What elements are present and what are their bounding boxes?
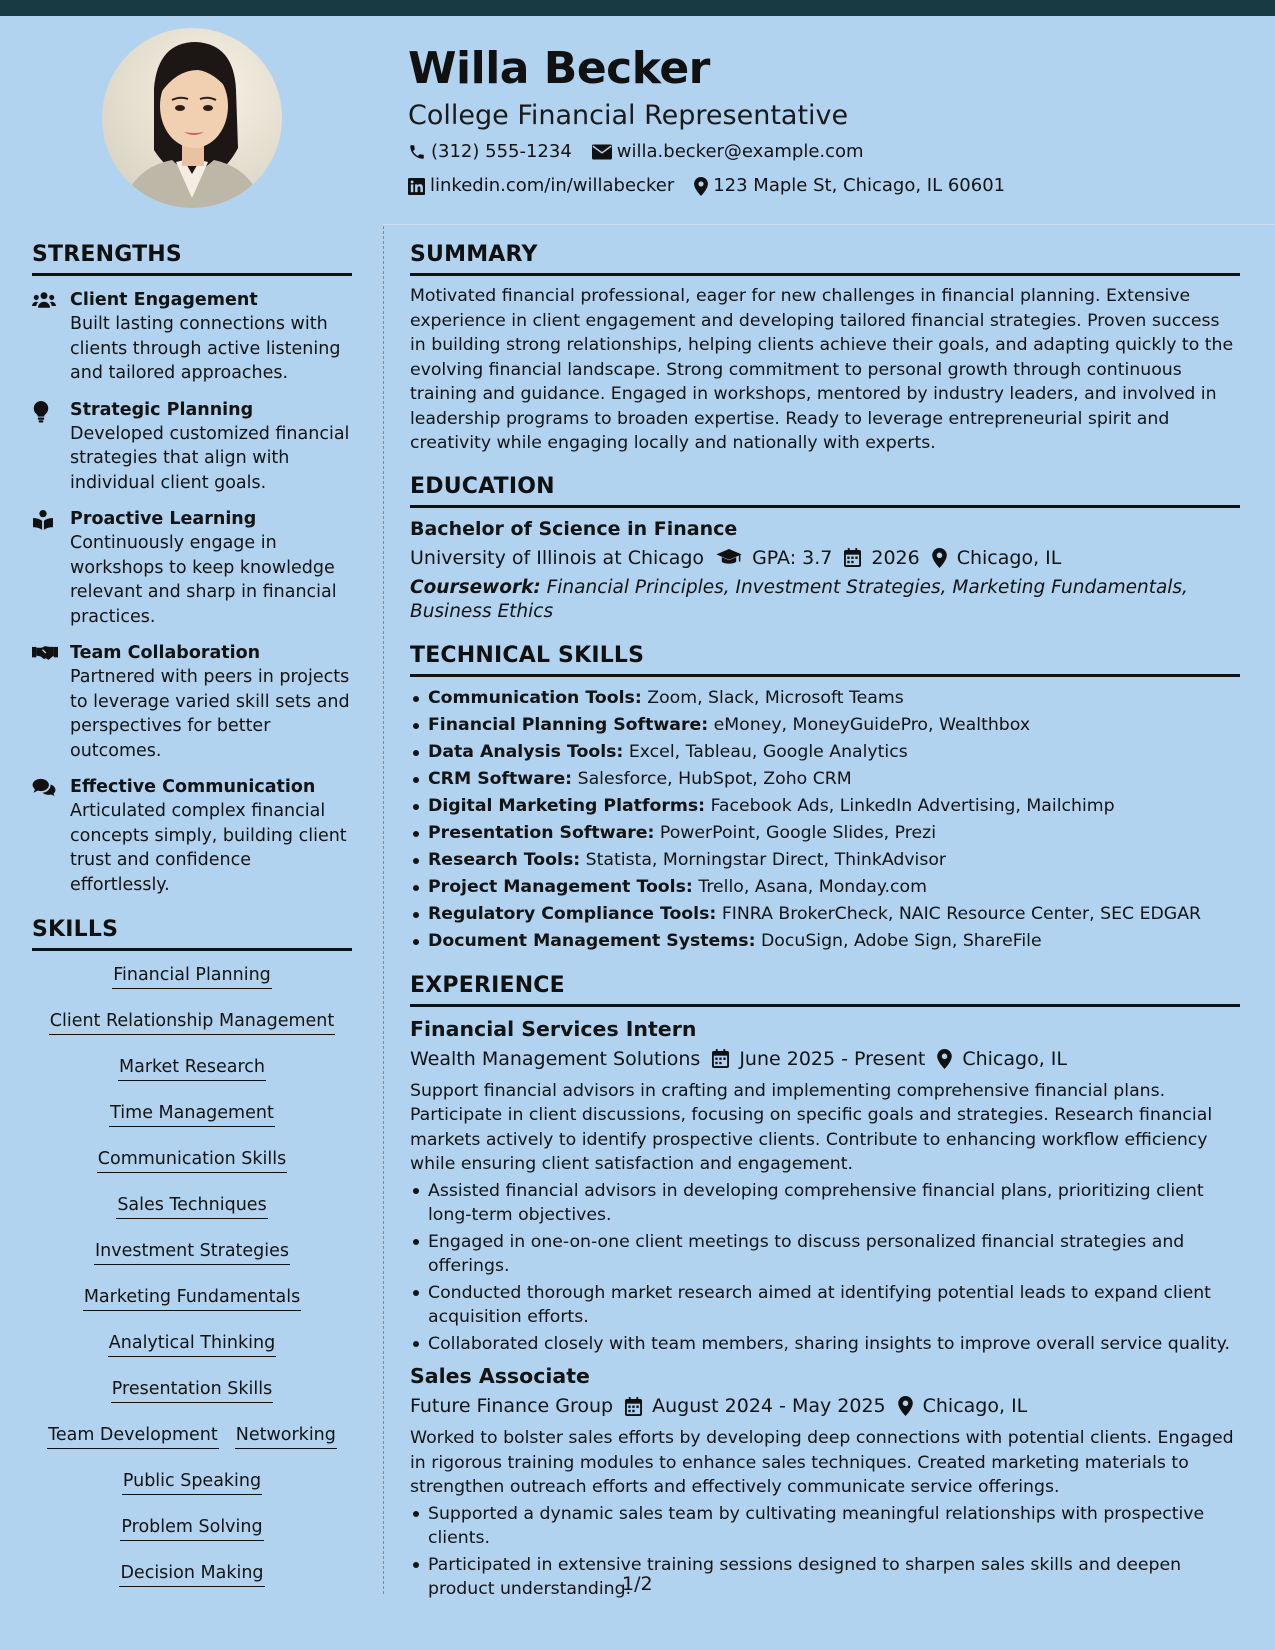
list-item [410, 793, 1240, 820]
tech-label: Project Management Tools: [428, 876, 693, 897]
tech-value: eMoney, MoneyGuidePro, Wealthbox [713, 714, 1031, 735]
calendar-icon [712, 1049, 729, 1068]
map-marker-icon [694, 177, 708, 196]
list-item: Assisted financial advisors in developing comprehensive financial plans, prioritizing client long-term objectives. [410, 1179, 1240, 1228]
list-item [410, 685, 1240, 712]
tech-label: Research Tools: [428, 849, 581, 870]
strength-item [32, 507, 352, 629]
skill-tag: Analytical Thinking [108, 1331, 276, 1357]
job-title: Sales Associate [410, 1364, 590, 1388]
skill-tag: Presentation Skills [111, 1377, 273, 1403]
education-location: Chicago, IL [956, 546, 1062, 569]
strength-desc: Developed customized financial strategies that align with individual client goals. [70, 423, 350, 493]
school: University of Illinois at Chicago [410, 546, 705, 569]
strength-desc: Built lasting connections with clients through active listening and tailored approaches. [70, 314, 341, 383]
list-item: Collaborated closely with team members, sharing insights to improve overall service quality. [410, 1332, 1240, 1357]
candidate-title: College Financial Representative [408, 100, 849, 131]
skill-tag: Market Research [118, 1055, 266, 1081]
top-bar [0, 0, 1275, 16]
list-item [410, 874, 1240, 901]
list-item [410, 847, 1240, 874]
list-item [410, 901, 1240, 928]
strength-item [32, 641, 352, 763]
address-text: 123 Maple St, Chicago, IL 60601 [713, 175, 1006, 196]
strength-desc: Continuously engage in workshops to keep knowledge relevant and sharp in financial practices. [70, 533, 337, 627]
strength-title: Proactive Learning [70, 509, 257, 529]
tech-value: DocuSign, Adobe Sign, ShareFile [760, 930, 1042, 951]
gpa: GPA: 3.7 [752, 546, 833, 569]
company: Wealth Management Solutions [410, 1047, 701, 1070]
education-meta [410, 542, 1240, 574]
profile-photo [102, 28, 282, 208]
contact-row-1 [408, 136, 1248, 168]
job-title: Financial Services Intern [410, 1016, 697, 1041]
strengths-heading: STRENGTHS [32, 240, 352, 276]
list-item: Participated in extensive training sessions designed to sharpen sales skills and deepen product understanding. [410, 1553, 1240, 1602]
list-item [410, 712, 1240, 739]
skill-tag: Decision Making [119, 1561, 264, 1587]
header [408, 40, 1248, 202]
tech-label: Document Management Systems: [428, 930, 756, 951]
tech-label: Financial Planning Software: [428, 714, 709, 735]
job-location: Chicago, IL [922, 1395, 1028, 1417]
strength-desc: Partnered with peers in projects to leverage varied skill sets and perspectives for better outcomes. [70, 667, 350, 761]
skill-tag: Team Development [47, 1423, 219, 1449]
skill-tag: Investment Strategies [94, 1239, 290, 1265]
linkedin-text: linkedin.com/in/willabecker [430, 175, 675, 196]
tech-label: Regulatory Compliance Tools: [428, 903, 717, 924]
contact-row-2 [408, 170, 1248, 202]
email[interactable] [592, 136, 864, 168]
job-summary: Support financial advisors in crafting and implementing comprehensive financial plans. Participate in client discussions, focusing on specific goals and strategies. Research financial markets actively to identify prospective clients. Contribute to enhancing workflow efficiency while ensuring client satisfaction and engagement. [410, 1080, 1213, 1174]
list-item [410, 928, 1240, 955]
coursework-list: Financial Principles, Investment Strategies, Marketing Fundamentals, Business Ethics [410, 576, 1188, 622]
tech-value: Trello, Asana, Monday.com [698, 876, 927, 897]
handshake-icon [32, 644, 58, 662]
users-icon [32, 291, 56, 309]
company: Future Finance Group [410, 1395, 614, 1417]
header-separator [383, 224, 1275, 225]
job-location: Chicago, IL [962, 1047, 1067, 1070]
map-marker-icon [937, 1049, 952, 1069]
strength-title: Client Engagement [70, 290, 258, 310]
linkedin[interactable] [408, 170, 674, 202]
coursework-label: Coursework: [410, 576, 541, 598]
graduation-cap-icon [716, 549, 742, 567]
skill-tag: Marketing Fundamentals [83, 1285, 301, 1311]
strength-title: Effective Communication [70, 777, 316, 797]
strength-item [32, 398, 352, 496]
list-item: Supported a dynamic sales team by cultivating meaningful relationships with prospective clients. [410, 1502, 1240, 1551]
list-item [410, 739, 1240, 766]
job-dates: August 2024 - May 2025 [652, 1395, 886, 1417]
calendar-icon [625, 1397, 642, 1416]
graduation-year: 2026 [871, 546, 920, 569]
skills-list [32, 963, 352, 1607]
skill-tag: Client Relationship Management [49, 1009, 336, 1035]
phone[interactable] [408, 136, 572, 168]
phone-icon [408, 143, 426, 161]
strength-title: Team Collaboration [70, 643, 261, 663]
skill-tag: Public Speaking [122, 1469, 262, 1495]
tech-value: Salesforce, HubSpot, Zoho CRM [577, 768, 852, 789]
tech-label: Data Analysis Tools: [428, 741, 624, 762]
tech-label: Digital Marketing Platforms: [428, 795, 706, 816]
envelope-icon [592, 144, 612, 160]
address [694, 170, 1005, 202]
technical-skills-list [410, 685, 1240, 955]
strength-title: Strategic Planning [70, 399, 254, 420]
linkedin-icon [408, 178, 425, 195]
job-meta [410, 1390, 1240, 1422]
job-bullets [410, 1179, 1240, 1357]
job-entry [410, 1362, 1240, 1602]
lightbulb-icon [32, 401, 50, 423]
coursework [410, 576, 1240, 625]
phone-text: (312) 555-1234 [431, 141, 572, 162]
skill-tag: Financial Planning [112, 963, 272, 989]
tech-value: PowerPoint, Google Slides, Prezi [659, 822, 936, 843]
list-item: Engaged in one-on-one client meetings to discuss personalized financial strategies and offerings. [410, 1230, 1240, 1279]
list-item [410, 820, 1240, 847]
summary-text: Motivated financial professional, eager for new challenges in financial planning. Extensive experience in client engagement and developing tailored financial strategies. Proven success in building strong relationships, helping clients achieve their goals, and adapting quickly to the evolving financial landscape. Strong commitment to personal growth through continuous training and guidance. Engaged in workshops, mentored by industry leaders, and involved in leadership programs to broaden expertise. Ready to leverage entrepreneurial spirit and creativity while engaging locally and nationally with experts. [410, 286, 1234, 453]
skill-tag: Networking [235, 1423, 337, 1449]
job-bullets [410, 1502, 1240, 1602]
candidate-name: Willa Becker [408, 43, 710, 94]
map-marker-icon [932, 548, 947, 568]
education-heading: EDUCATION [410, 472, 1240, 508]
job-entry [410, 1015, 1240, 1357]
skill-tag: Communication Skills [97, 1147, 287, 1173]
degree: Bachelor of Science in Finance [410, 517, 738, 540]
column-divider [383, 226, 384, 1594]
tech-value: Facebook Ads, LinkedIn Advertising, Mailchimp [710, 795, 1115, 816]
strength-item [32, 775, 352, 897]
tech-value: Zoom, Slack, Microsoft Teams [647, 687, 904, 708]
calendar-icon [844, 548, 861, 567]
summary-heading: SUMMARY [410, 240, 1240, 276]
strength-item [32, 288, 352, 386]
tech-value: FINRA BrokerCheck, NAIC Resource Center, SEC EDGAR [721, 903, 1202, 924]
book-reader-icon [32, 510, 54, 530]
skill-tag: Problem Solving [120, 1515, 263, 1541]
comments-icon [32, 778, 56, 796]
map-marker-icon [898, 1396, 913, 1416]
tech-label: Communication Tools: [428, 687, 642, 708]
email-text: willa.becker@example.com [616, 141, 864, 162]
tech-value: Excel, Tableau, Google Analytics [628, 741, 908, 762]
strength-desc: Articulated complex financial concepts simply, building client trust and confidence effortlessly. [70, 801, 347, 895]
list-item: Conducted thorough market research aimed at identifying potential leads to expand client acquisition efforts. [410, 1281, 1240, 1330]
technical-skills-heading: TECHNICAL SKILLS [410, 641, 1240, 677]
experience-heading: EXPERIENCE [410, 971, 1240, 1007]
job-summary: Worked to bolster sales efforts by developing deep connections with potential clients. Engaged in rigorous training modules to enhance sales techniques. Created marketing materials to strengthen outreach efforts and effectively communicate service offerings. [410, 1428, 1234, 1497]
job-meta [410, 1043, 1240, 1075]
right-column [410, 240, 1240, 1602]
skills-heading: SKILLS [32, 915, 352, 951]
tech-label: Presentation Software: [428, 822, 655, 843]
skill-tag: Time Management [109, 1101, 275, 1127]
tech-value: Statista, Morningstar Direct, ThinkAdvisor [585, 849, 947, 870]
list-item [410, 766, 1240, 793]
left-column [32, 240, 352, 1607]
page-number: 1/2 [622, 1573, 653, 1595]
skill-tag: Sales Techniques [116, 1193, 267, 1219]
tech-label: CRM Software: [428, 768, 573, 789]
job-dates: June 2025 - Present [739, 1047, 926, 1070]
